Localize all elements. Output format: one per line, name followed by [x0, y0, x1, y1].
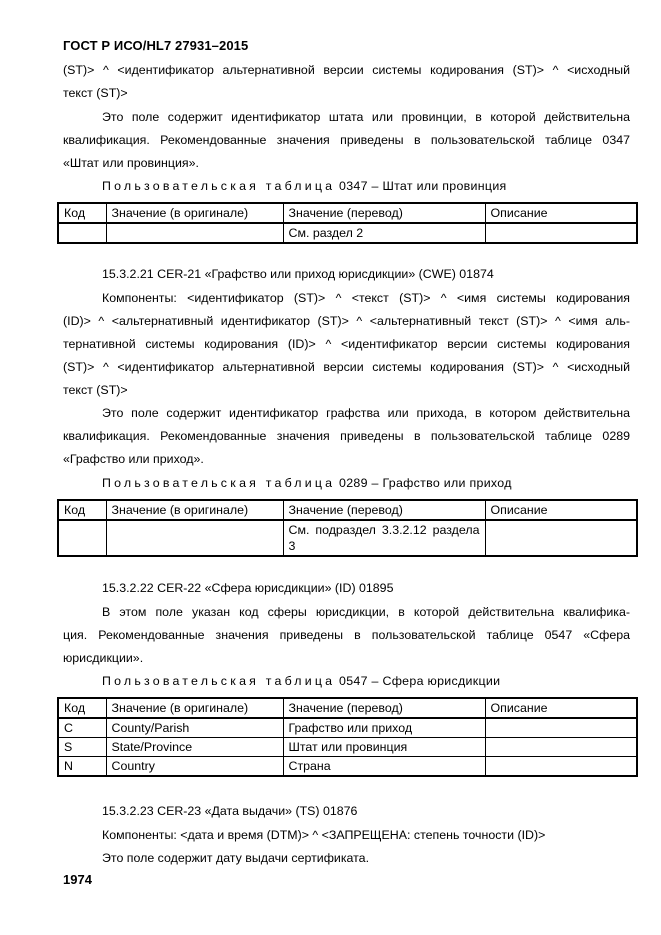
table-row	[58, 757, 637, 777]
table-caption-prefix: Пользовательская таблица	[102, 179, 336, 193]
table-cell: См. подраздел 3.3.2.12 раздела 3	[283, 520, 485, 556]
header-cell-code: Код	[58, 698, 106, 718]
paragraph-line: Это поле содержит идентификатор штата или провинции, в которой действительна	[102, 110, 630, 124]
table-cell: Графство или приход	[283, 718, 485, 738]
header-cell-original: Значение (в оригинале)	[106, 500, 283, 520]
header-cell-code: Код	[58, 500, 106, 520]
header-cell-translation: Значение (перевод)	[283, 500, 485, 520]
table-cell: Country	[106, 757, 283, 777]
table-caption-rest: 0289 – Графство или приход	[339, 476, 512, 490]
paragraph-line: ция. Рекомендованные значения приведены в пользовательской таблице 0547 «Сфера	[63, 628, 630, 642]
table-cell: State/Province	[106, 738, 283, 757]
header-cell-description: Описание	[485, 698, 637, 718]
table-cell	[58, 520, 106, 556]
table-row	[58, 738, 637, 757]
standard-header: ГОСТ Р ИСО/HL7 27931–2015	[63, 38, 249, 53]
table-cell: C	[58, 718, 106, 738]
paragraph-line: юрисдикции».	[63, 651, 144, 665]
table-cell	[485, 718, 637, 738]
table-cell: Страна	[283, 757, 485, 777]
paragraph-line: Компоненты: <идентификатор (ST)> ^ <текст (ST)> ^ <имя системы кодирования	[102, 291, 630, 305]
header-cell-description: Описание	[485, 203, 637, 223]
table-caption	[102, 178, 507, 194]
table-header-row	[58, 500, 637, 520]
paragraph-line: (ID)> ^ <альтернативный идентификатор (ST)> ^ <альтернативный текст (ST)> ^ <имя аль-	[63, 314, 630, 328]
paragraph-line: тернативной системы кодирования (ID)> ^ <идентификатор версии системы кодирования	[63, 337, 630, 351]
paragraph-line: квалификация. Рекомендованные значения приведены в пользовательской таблице 0347	[63, 133, 630, 147]
paragraph-line: (ST)> ^ <идентификатор альтернативной версии системы кодирования (ST)> ^ <исходный	[63, 360, 630, 374]
table-cell	[106, 520, 283, 556]
table-cell	[485, 520, 637, 556]
paragraph-line: Компоненты: <дата и время (DTM)> ^ <ЗАПРЕЩЕНА: степень точности (ID)>	[102, 828, 546, 842]
table-row	[58, 223, 637, 243]
table-cell	[58, 223, 106, 243]
table-cell: County/Parish	[106, 718, 283, 738]
section-heading: 15.3.2.21 CER-21 «Графство или приход юрисдикции» (CWE) 01874	[102, 267, 494, 281]
table-cell: S	[58, 738, 106, 757]
table-cell	[485, 757, 637, 777]
table-header-row	[58, 203, 637, 223]
table-row	[58, 718, 637, 738]
table-cell: N	[58, 757, 106, 777]
table-0547	[57, 697, 638, 777]
header-cell-original: Значение (в оригинале)	[106, 203, 283, 223]
header-cell-translation: Значение (перевод)	[283, 203, 485, 223]
paragraph-line: (ST)> ^ <идентификатор альтернативной версии системы кодирования (ST)> ^ <исходный	[63, 63, 630, 77]
table-cell: Штат или провинция	[283, 738, 485, 757]
table-cell: См. раздел 2	[283, 223, 485, 243]
paragraph-line: Это поле содержит дату выдачи сертификата.	[102, 851, 370, 865]
table-cell	[485, 223, 637, 243]
header-cell-original: Значение (в оригинале)	[106, 698, 283, 718]
table-caption-prefix: Пользовательская таблица	[102, 476, 336, 490]
table-cell	[485, 738, 637, 757]
paragraph-line: текст (ST)>	[63, 383, 128, 397]
page-number: 1974	[63, 872, 92, 887]
table-caption	[102, 475, 512, 491]
section-heading: 15.3.2.23 CER-23 «Дата выдачи» (TS) 01876	[102, 804, 358, 818]
header-cell-description: Описание	[485, 500, 637, 520]
table-0347	[57, 202, 638, 244]
table-0289	[57, 499, 638, 557]
paragraph-line: текст (ST)>	[63, 86, 128, 100]
table-caption-prefix: Пользовательская таблица	[102, 674, 336, 688]
table-header-row	[58, 698, 637, 718]
header-cell-code: Код	[58, 203, 106, 223]
table-caption	[102, 673, 500, 689]
paragraph-line: квалификация. Рекомендованные значения приведены в пользовательской таблице 0289	[63, 429, 630, 443]
paragraph-line: «Графство или приход».	[63, 452, 204, 466]
table-caption-rest: 0347 – Штат или провинция	[339, 179, 507, 193]
table-cell	[106, 223, 283, 243]
header-cell-translation: Значение (перевод)	[283, 698, 485, 718]
paragraph-line: «Штат или провинция».	[63, 156, 199, 170]
paragraph-line: В этом поле указан код сферы юрисдикции, в которой действительна квалифика-	[102, 605, 630, 619]
table-row	[58, 520, 637, 556]
table-caption-rest: 0547 – Сфера юрисдикции	[339, 674, 501, 688]
paragraph-line: Это поле содержит идентификатор графства или прихода, в котором действительна	[102, 406, 630, 420]
section-heading: 15.3.2.22 CER-22 «Сфера юрисдикции» (ID) 01895	[102, 581, 394, 595]
